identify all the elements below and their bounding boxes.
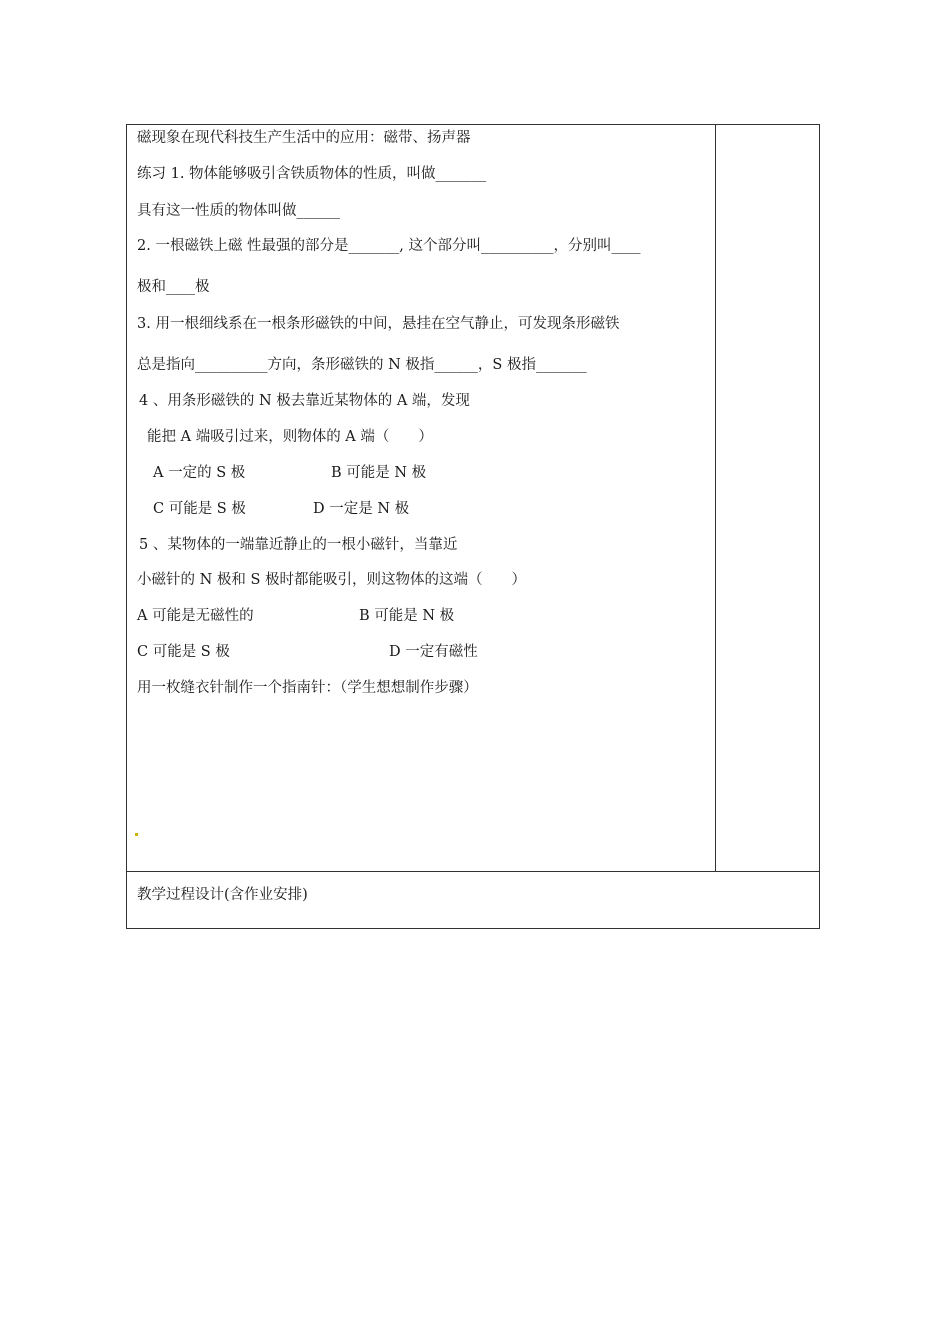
compass-task-line: 用一枚缝衣针制作一个指南针：（学生想想制作步骤） (137, 680, 478, 696)
exercise-5-line: 5 、某物体的一端靠近静止的一根小磁针，当靠近 (139, 537, 458, 553)
exercise-4-option-b: B 可能是 N 极 (331, 465, 427, 481)
exercise-5-option-a: A 可能是无磁性的 (137, 608, 254, 624)
exercise-5-option-b: B 可能是 N 极 (359, 608, 455, 624)
intro-line: 磁现象在现代科技生产生活中的应用：磁带、扬声器 (137, 130, 471, 146)
exercise-5-cont: 小磁针的 N 极和 S 极时都能吸引，则这物体的这端（ ） (137, 572, 527, 588)
exercise-4-option-c: C 可能是 S 极 (153, 501, 246, 517)
lesson-table (126, 124, 820, 929)
exercise-4-option-d: D 一定是 N 极 (313, 501, 410, 517)
exercise-1-line: 练习 1. 物体能够吸引含铁质物体的性质，叫做_______ (137, 166, 487, 182)
exercise-3-cont: 总是指向__________方向，条形磁铁的 N 极指______，S 极指_______ (137, 357, 587, 373)
stray-mark (135, 833, 138, 836)
exercise-5-option-c: C 可能是 S 极 (137, 644, 230, 660)
exercise-4-cont: 能把 A 端吸引过来，则物体的 A 端（ ） (147, 429, 433, 445)
exercise-4-line: 4 、用条形磁铁的 N 极去靠近某物体的 A 端，发现 (139, 393, 470, 409)
exercise-3-line: 3. 用一根细线系在一根条形磁铁的中间，悬挂在空气静止，可发现条形磁铁 (137, 316, 620, 332)
column-divider (715, 125, 716, 871)
exercise-2-line: 2. 一根磁铁上磁 性最强的部分是_______, 这个部分叫__________，分别叫____ (137, 238, 641, 254)
exercise-4-option-a: A 一定的 S 极 (153, 465, 246, 481)
footer-label: 教学过程设计(含作业安排) (137, 887, 308, 903)
exercise-1-cont: 具有这一性质的物体叫做______ (137, 203, 340, 219)
exercise-2-cont: 极和____极 (137, 279, 210, 295)
row-divider (127, 871, 819, 872)
exercise-5-option-d: D 一定有磁性 (389, 644, 478, 660)
